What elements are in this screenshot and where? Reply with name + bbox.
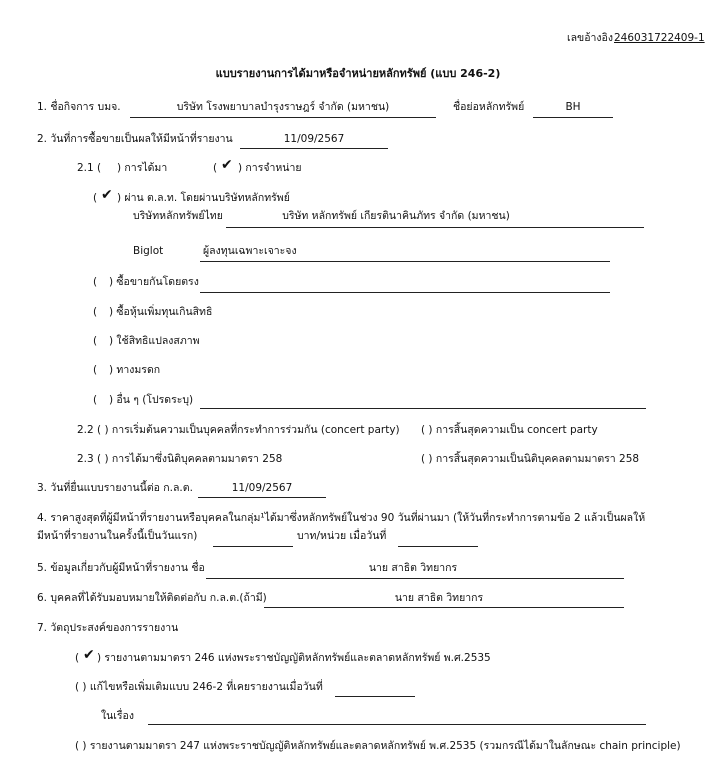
max-price-line bbox=[213, 546, 293, 547]
via-set-label: ) ผ่าน ต.ล.ท. โดยผ่านบริษัทหลักทรัพย์ bbox=[117, 192, 290, 204]
symbol-label: ชื่อย่อหลักทรัพย์ bbox=[453, 101, 525, 113]
item4-line2: มีหน้าที่รายงานในครั้งนี้เป็นวันแรก) bbox=[37, 530, 198, 542]
trade-date-value: 11/09/2567 bbox=[283, 133, 345, 145]
symbol-line bbox=[533, 117, 613, 118]
biglot-value: ผู้ลงทุนเฉพาะเจาะจง bbox=[203, 245, 297, 257]
check-icon: ✔ bbox=[221, 157, 233, 173]
reference-label: เลขอ้างอิง bbox=[567, 32, 613, 44]
contact-name-value: นาย สาธิต วิทยากร bbox=[394, 592, 484, 604]
matter-line bbox=[148, 724, 646, 725]
option-excess-rights-open: ( bbox=[93, 306, 98, 318]
item5-label: 5. ข้อมูลเกี่ยวกับผู้มีหน้าที่รายงาน ชื่อ bbox=[37, 562, 205, 574]
option-inheritance-label: ) ทางมรดก bbox=[109, 364, 161, 376]
form-title: แบบรายงานการได้มาหรือจำหน่ายหลักทรัพย์ (แบบ 246-2) bbox=[215, 67, 501, 80]
check-icon: ✔ bbox=[83, 647, 95, 663]
biglot-line bbox=[200, 261, 610, 262]
item4-line1: 4. ราคาสูงสุดที่ผู้มีหน้าที่รายงานหรือบุคคลในกลุ่ม¹ได้มาซึ่งหลักทรัพย์ในช่วง 90 วันที่ผ่านมา (ให้วันที่กระทำการตามข้อ 2 แล้วเป็นผลให้ bbox=[37, 512, 646, 524]
item23-right: ( ) การสิ้นสุดความเป็นนิติบุคคลตามมาตรา 258 bbox=[421, 453, 640, 465]
purpose-247-label: ( ) รายงานตามมาตรา 247 แห่งพระราชบัญญัติหลักทรัพย์และตลาดหลักทรัพย์ พ.ศ.2535 (รวมกรณีได้มาในลักษณะ chain principle) bbox=[75, 740, 681, 752]
broker-value: บริษัท หลักทรัพย์ เกียรตินาคินภัทร จำกัด (มหาชน) bbox=[282, 210, 510, 222]
option-other-label: ) อื่น ๆ (โปรดระบุ) bbox=[109, 394, 194, 406]
item22-right: ( ) การสิ้นสุดความเป็น concert party bbox=[421, 424, 598, 436]
company-name-line bbox=[130, 117, 436, 118]
filing-date-value: 11/09/2567 bbox=[231, 482, 293, 494]
max-price-date-line bbox=[398, 546, 478, 547]
option-conversion-open: ( bbox=[93, 335, 98, 347]
purpose-amend-label: ( ) แก้ไขหรือเพิ่มเติมแบบ 246-2 ที่เคยรายงานเมื่อวันที่ bbox=[75, 681, 323, 693]
filing-date-line bbox=[198, 497, 326, 498]
option-conversion-label: ) ใช้สิทธิแปลงสภาพ bbox=[109, 335, 200, 347]
option-inheritance-open: ( bbox=[93, 364, 98, 376]
item4-unit-label: บาท/หน่วย เมื่อวันที่ bbox=[297, 530, 387, 542]
check-icon: ✔ bbox=[101, 187, 113, 203]
disposal-open: ( bbox=[213, 162, 218, 174]
via-set-open: ( bbox=[93, 192, 98, 204]
item3-label: 3. วันที่ยื่นแบบรายงานนี้ต่อ ก.ล.ต. bbox=[37, 482, 193, 494]
item1-label: 1. ชื่อกิจการ บมจ. bbox=[37, 101, 121, 113]
option-other-line bbox=[200, 408, 646, 409]
option-excess-rights-label: ) ซื้อหุ้นเพิ่มทุนเกินสิทธิ bbox=[109, 306, 213, 318]
reporter-name-line bbox=[206, 578, 624, 579]
company-name-value: บริษัท โรงพยาบาลบำรุงราษฎร์ จำกัด (มหาชน) bbox=[176, 101, 390, 113]
item2-label: 2. วันที่การซื้อขายเป็นผลให้มีหน้าที่รายงาน bbox=[37, 133, 233, 145]
item6-label: 6. บุคคลที่ได้รับมอบหมายให้ติดต่อกับ ก.ล.ต.(ถ้ามี) bbox=[37, 592, 267, 604]
contact-name-line bbox=[264, 607, 624, 608]
item7-label: 7. วัตถุประสงค์ของการรายงาน bbox=[37, 622, 179, 634]
purpose-246-label: ) รายงานตามมาตรา 246 แห่งพระราชบัญญัติหลักทรัพย์และตลาดหลักทรัพย์ พ.ศ.2535 bbox=[97, 652, 491, 664]
broker-line bbox=[226, 227, 644, 228]
biglot-label: Biglot bbox=[133, 245, 164, 257]
disposal-option: ) การจำหน่าย bbox=[238, 162, 302, 174]
item23-left: 2.3 ( ) การได้มาซึ่งนิติบุคคลตามมาตรา 258 bbox=[77, 453, 283, 465]
option-direct-open: ( bbox=[93, 276, 98, 288]
symbol-value: BH bbox=[565, 101, 581, 113]
option-direct-label: ) ซื้อขายกันโดยตรง bbox=[109, 276, 199, 288]
broker-label: บริษัทหลักทรัพย์ไทย bbox=[133, 210, 223, 222]
purpose-246-open: ( bbox=[75, 652, 80, 664]
reporter-name-value: นาย สาธิต วิทยากร bbox=[368, 562, 458, 574]
item22-left: 2.2 ( ) การเริ่มต้นความเป็นบุคคลที่กระทำการร่วมกัน (concert party) bbox=[77, 424, 400, 436]
option-other-open: ( bbox=[93, 394, 98, 406]
acquisition-option: ) การได้มา bbox=[117, 162, 168, 174]
reference-number: 246031722409-1 bbox=[614, 32, 705, 44]
amend-date-line bbox=[335, 696, 415, 697]
trade-date-line bbox=[240, 148, 388, 149]
matter-label: ในเรื่อง bbox=[101, 710, 134, 722]
option-direct-line bbox=[200, 292, 610, 293]
item21-prefix: 2.1 ( bbox=[77, 162, 102, 174]
